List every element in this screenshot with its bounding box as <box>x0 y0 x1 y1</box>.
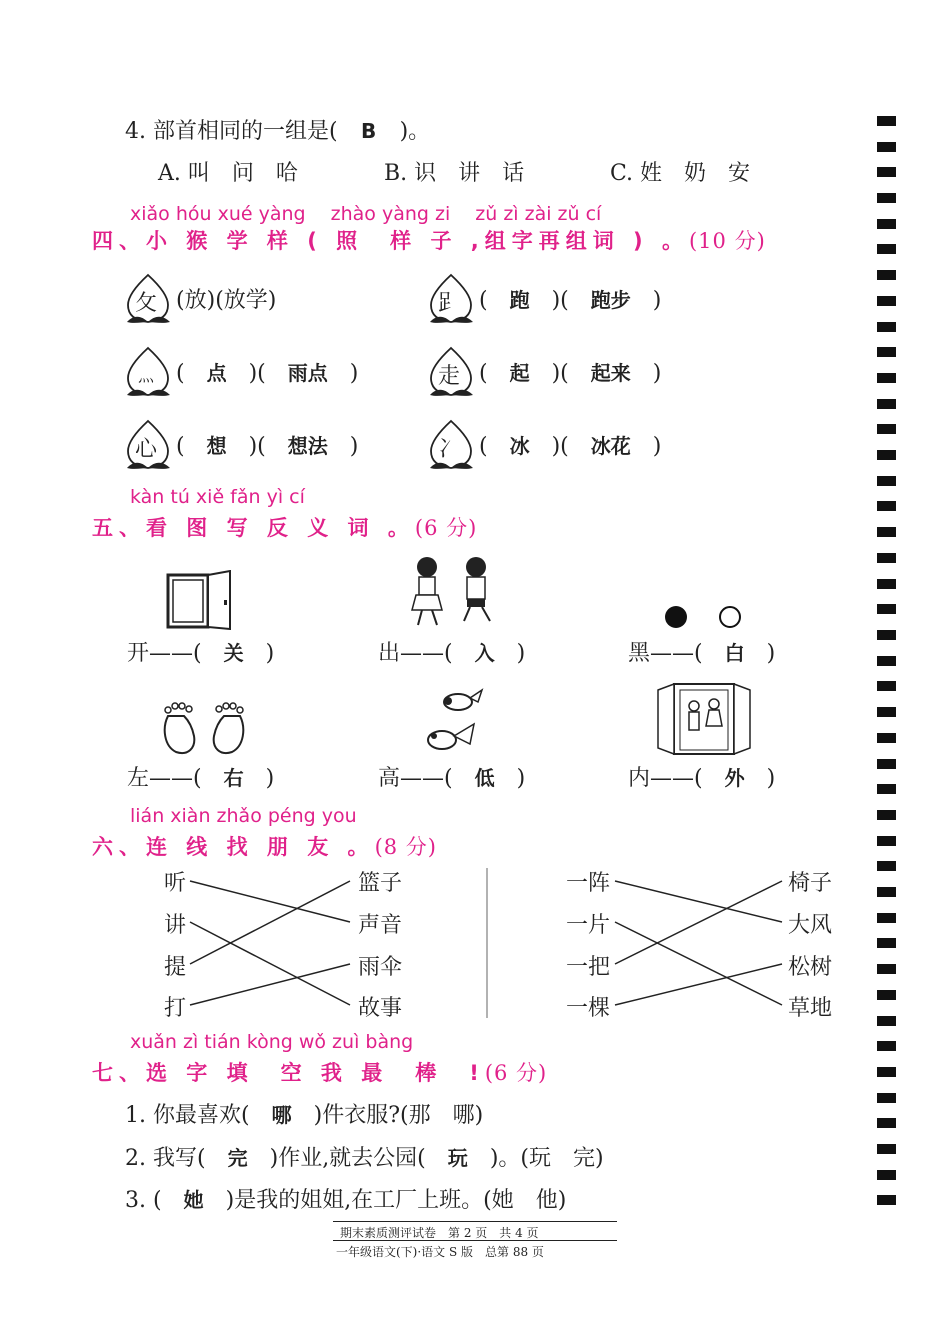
peach-answer-4: ( 起 )( 起来 ) <box>479 361 662 386</box>
binding-mark <box>877 1170 896 1180</box>
sec5-points: (6 分) <box>414 516 478 540</box>
binding-mark <box>877 322 896 332</box>
binding-mark <box>877 1041 896 1051</box>
peach-radical: 攵 <box>134 291 157 316</box>
sec7-heading <box>92 1057 547 1087</box>
binding-mark <box>877 1195 896 1205</box>
match-line <box>615 881 782 922</box>
q4-suffix: )。 <box>399 119 431 144</box>
match-left-b: 一棵 <box>566 996 611 1021</box>
binding-mark <box>877 1118 896 1128</box>
match-line <box>190 881 350 964</box>
binding-mark <box>877 399 896 409</box>
antonym-2: 出——( 入 ) <box>378 641 526 666</box>
sec5-title: 五、看 图 写 反 义 词 。 <box>92 516 415 540</box>
peach-radical: 心 <box>134 437 157 462</box>
match-line <box>190 881 350 922</box>
binding-mark <box>877 476 896 486</box>
binding-mark <box>877 759 896 769</box>
sec7-sentence-2: 2. 我写( 完 )作业,就去公园( 玩 )。(玩 完) <box>125 1146 604 1171</box>
binding-mark <box>877 219 896 229</box>
match-right-b: 草地 <box>788 996 833 1021</box>
binding-mark <box>877 450 896 460</box>
footer-rule-mid <box>333 1240 617 1241</box>
binding-mark <box>877 681 896 691</box>
sec4-points: (10 分) <box>688 229 766 253</box>
match-line <box>615 922 782 1005</box>
binding-mark <box>877 244 896 254</box>
q4-answer: B <box>360 119 377 143</box>
q4-option-b: B. 识 讲 话 <box>384 161 525 186</box>
binding-mark <box>877 116 896 126</box>
match-right-a: 声音 <box>358 913 403 938</box>
binding-mark <box>877 373 896 383</box>
binding-mark <box>877 270 896 280</box>
match-right-b: 松树 <box>788 955 833 980</box>
binding-mark <box>877 964 896 974</box>
match-line <box>615 964 782 1005</box>
binding-mark <box>877 656 896 666</box>
peach-answer-2: ( 跑 )( 跑步 ) <box>479 288 662 313</box>
peach-answer-5: ( 想 )( 想法 ) <box>176 434 359 459</box>
sec5-pinyin: kàn tú xiě fǎn yì cí <box>130 486 305 508</box>
sec7-sentence-1: 1. 你最喜欢( 哪 )件衣服?(那 哪) <box>125 1103 484 1128</box>
sec7-title: 七、选 字 填 空 我 最 棒 ! <box>92 1061 485 1085</box>
sec4-pinyin: xiǎo hóu xué yàng zhào yàng zi zǔ zì zài zǔ cí <box>130 203 602 225</box>
binding-mark <box>877 707 896 717</box>
binding-mark <box>877 527 896 537</box>
match-right-a: 篮子 <box>358 871 403 896</box>
binding-mark <box>877 784 896 794</box>
sec7-answer: 她 <box>183 1188 204 1212</box>
sec7-answer: 哪 <box>271 1103 292 1127</box>
match-line <box>190 922 350 1005</box>
sec7-points: (6 分) <box>484 1061 548 1085</box>
antonym-1: 开——( 关 ) <box>127 641 275 666</box>
binding-mark <box>877 1093 896 1103</box>
binding-mark <box>877 604 896 614</box>
antonym-4: 左——( 右 ) <box>127 766 275 791</box>
peach-radical: 灬 <box>137 366 154 385</box>
match-line <box>190 964 350 1005</box>
footer-rule-top <box>333 1221 617 1222</box>
binding-mark <box>877 913 896 923</box>
match-right-a: 故事 <box>358 996 403 1021</box>
match-left-a: 提 <box>164 955 187 980</box>
binding-mark <box>877 347 896 357</box>
binding-mark <box>877 861 896 871</box>
match-right-b: 大风 <box>788 913 833 938</box>
binding-mark <box>877 1067 896 1077</box>
binding-mark <box>877 424 896 434</box>
binding-mark <box>877 733 896 743</box>
binding-mark <box>877 1016 896 1026</box>
sec7-sentence-3: 3. ( 她 )是我的姐姐,在工厂上班。(她 他) <box>125 1188 567 1213</box>
binding-mark <box>877 296 896 306</box>
peach-radical: 走 <box>437 364 460 389</box>
binding-mark <box>877 887 896 897</box>
binding-mark <box>877 1144 896 1154</box>
match-left-b: 一片 <box>566 913 611 938</box>
match-right-b: 椅子 <box>788 871 833 896</box>
binding-mark <box>877 167 896 177</box>
match-right-a: 雨伞 <box>358 955 403 980</box>
sec7-answer: 玩 <box>447 1146 468 1170</box>
match-left-a: 打 <box>164 996 187 1021</box>
q4-prefix: 4. 部首相同的一组是( <box>125 119 338 144</box>
binding-mark <box>877 938 896 948</box>
binding-mark <box>877 501 896 511</box>
match-left-b: 一把 <box>566 955 611 980</box>
match-left-a: 听 <box>164 871 187 896</box>
binding-mark <box>877 193 896 203</box>
sec7-pinyin: xuǎn zì tián kòng wǒ zuì bàng <box>130 1031 414 1053</box>
match-line <box>615 881 782 964</box>
binding-mark <box>877 630 896 640</box>
match-left-a: 讲 <box>164 913 187 938</box>
q4-option-c: C. 姓 奶 安 <box>610 161 751 186</box>
sec6-points: (8 分) <box>374 835 437 859</box>
footer-line-1: 期末素质测评试卷 第 2 页 共 4 页 <box>340 1226 539 1240</box>
peach-answer-3: ( 点 )( 雨点 ) <box>176 361 359 386</box>
match-left-b: 一阵 <box>566 871 611 896</box>
footer-line-2: 一年级语文(下)·语文 S 版 总第 88 页 <box>336 1245 544 1259</box>
sec7-answer: 完 <box>227 1146 248 1170</box>
antonym-6: 内——( 外 ) <box>628 766 776 791</box>
binding-mark <box>877 579 896 589</box>
binding-mark <box>877 810 896 820</box>
peach-answer-1: (放)(放学) <box>176 288 277 313</box>
binding-mark <box>877 836 896 846</box>
antonym-3: 黑——( 白 ) <box>628 641 776 666</box>
peach-radical: 冫 <box>437 437 460 462</box>
binding-mark <box>877 553 896 563</box>
binding-mark <box>877 990 896 1000</box>
sec4-title: 四、小 猴 学 样 ( 照 样 子 ,组字再组词 ) 。 <box>92 229 689 253</box>
sec6-title: 六、连 线 找 朋 友 。 <box>92 835 375 859</box>
peach-radical: 𧾷 <box>437 291 460 316</box>
binding-mark <box>877 142 896 152</box>
q4-option-a: A. 叫 问 哈 <box>158 161 298 186</box>
peach-answer-6: ( 冰 )( 冰花 ) <box>479 434 662 459</box>
antonym-5: 高——( 低 ) <box>378 766 526 791</box>
sec6-pinyin: lián xiàn zhǎo péng you <box>130 805 357 827</box>
